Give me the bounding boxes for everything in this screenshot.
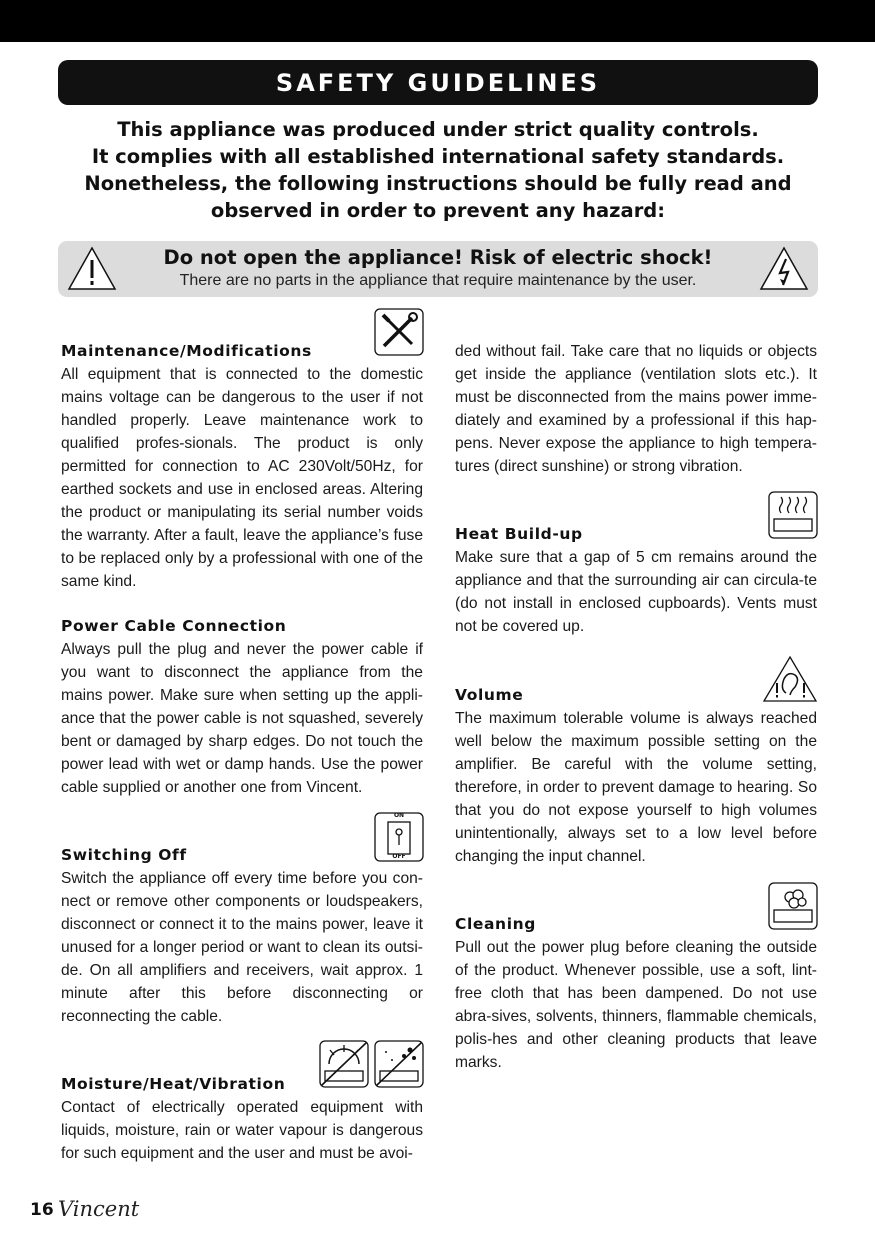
moisture-continued — [455, 340, 817, 478]
shock-warning-box — [58, 241, 818, 297]
volume-section — [455, 684, 817, 868]
maintenance-section — [61, 340, 423, 593]
intro-text — [60, 116, 816, 224]
section-heading: Volume — [455, 686, 524, 704]
power-cable-section — [61, 615, 423, 799]
intro-line: This appliance was produced under strict quality controls. — [117, 118, 759, 141]
intro-line: observed in order to prevent any hazard: — [210, 199, 666, 222]
section-body: Contact of electrically operated equipment with liquids, moisture, rain or water vapour is dangerous for such equipment and the user and must be avoi- — [61, 1099, 423, 1162]
section-heading: Maintenance/Modifications — [61, 342, 312, 360]
section-body: Always pull the plug and never the power cable if you want to disconnect the appliance from the mains power. Make sure when setting up the appli-ance that the power cable is not squashed, severely bent or damaged by sharp edges. Do not touch the power lead with wet or damp hands. Use the power cable supplied or another one from Vincent. — [61, 641, 423, 796]
warning-subtitle: There are no parts in the appliance that require maintenance by the user. — [179, 272, 697, 289]
switch-on-label: ON — [393, 812, 405, 819]
section-heading: Switching Off — [61, 846, 187, 864]
brand-logo: Vincent — [58, 1197, 140, 1221]
page-title: SAFETY GUIDELINES — [58, 60, 818, 105]
section-body: Pull out the power plug before cleaning the outside of the product. Whenever possible, use a soft, lint-free cloth that has been dampened. Do not use abra-sives, solvents, thinners, flammable chemicals, polis-hes and other cleaning products that leave marks. — [455, 939, 817, 1071]
section-heading: Power Cable Connection — [61, 617, 287, 635]
section-heading: Moisture/Heat/Vibration — [61, 1075, 286, 1093]
intro-line: Nonetheless, the following instructions should be fully read and — [84, 172, 792, 195]
section-heading: Heat Build-up — [455, 525, 583, 543]
switching-off-section — [61, 844, 423, 1028]
switch-off-label: OFF — [392, 853, 406, 860]
page-number: 16 — [30, 1200, 54, 1220]
moisture-section — [61, 1073, 423, 1165]
section-body: Make sure that a gap of 5 cm remains around the appliance and that the surrounding air can circula-te (do not install in enclosed cupboards). Vents must not be covered up. — [455, 549, 817, 635]
electric-shock-icon — [758, 244, 810, 292]
warning-title: Do not open the appliance! Risk of electric shock! — [163, 246, 713, 269]
section-heading: Cleaning — [455, 915, 536, 933]
top-black-bar — [0, 0, 875, 42]
cleaning-section — [455, 913, 817, 1074]
section-body: All equipment that is connected to the domestic mains voltage can be dangerous to the user if not handled properly. Leave maintenance work to qualified profes-sionals. The product is only permitted for connection to AC 230Volt/50Hz, for earthed sockets and use in enclosed areas. Altering the product or manipulating its serial number voids the warranty. After a fault, leave the appliance’s fuse to be replaced only by a professional with one of the same kind. — [61, 366, 423, 590]
section-body: Switch the appliance off every time before you con-nect or remove other components or loudspeakers, disconnect or connect it to the mains power, leave it unused for a longer period or want to clean its outsi-de. On all amplifiers and receivers, wait approx. 1 minute after this before disconnecting or reconnecting the cable. — [61, 870, 423, 1025]
heat-section — [455, 523, 817, 638]
section-body-continued: ded without fail. Take care that no liquids or objects get inside the appliance (ventilation slots etc.). It must be disconnected from the mains power imme-diately and examined by a professional if this hap-pens. Never expose the appliance to high tempera-tures (direct sunshine) or strong vibration. — [455, 343, 817, 475]
section-body: The maximum tolerable volume is always reached well below the maximum possible setting on the amplifier. Be careful with the volume setting, therefore, in order to prevent damage to hearing. So that you do not expose yourself to high volumes unintentionally, always set to a low level before changing the input channel. — [455, 710, 817, 865]
intro-line: It complies with all established international safety standards. — [91, 145, 785, 168]
